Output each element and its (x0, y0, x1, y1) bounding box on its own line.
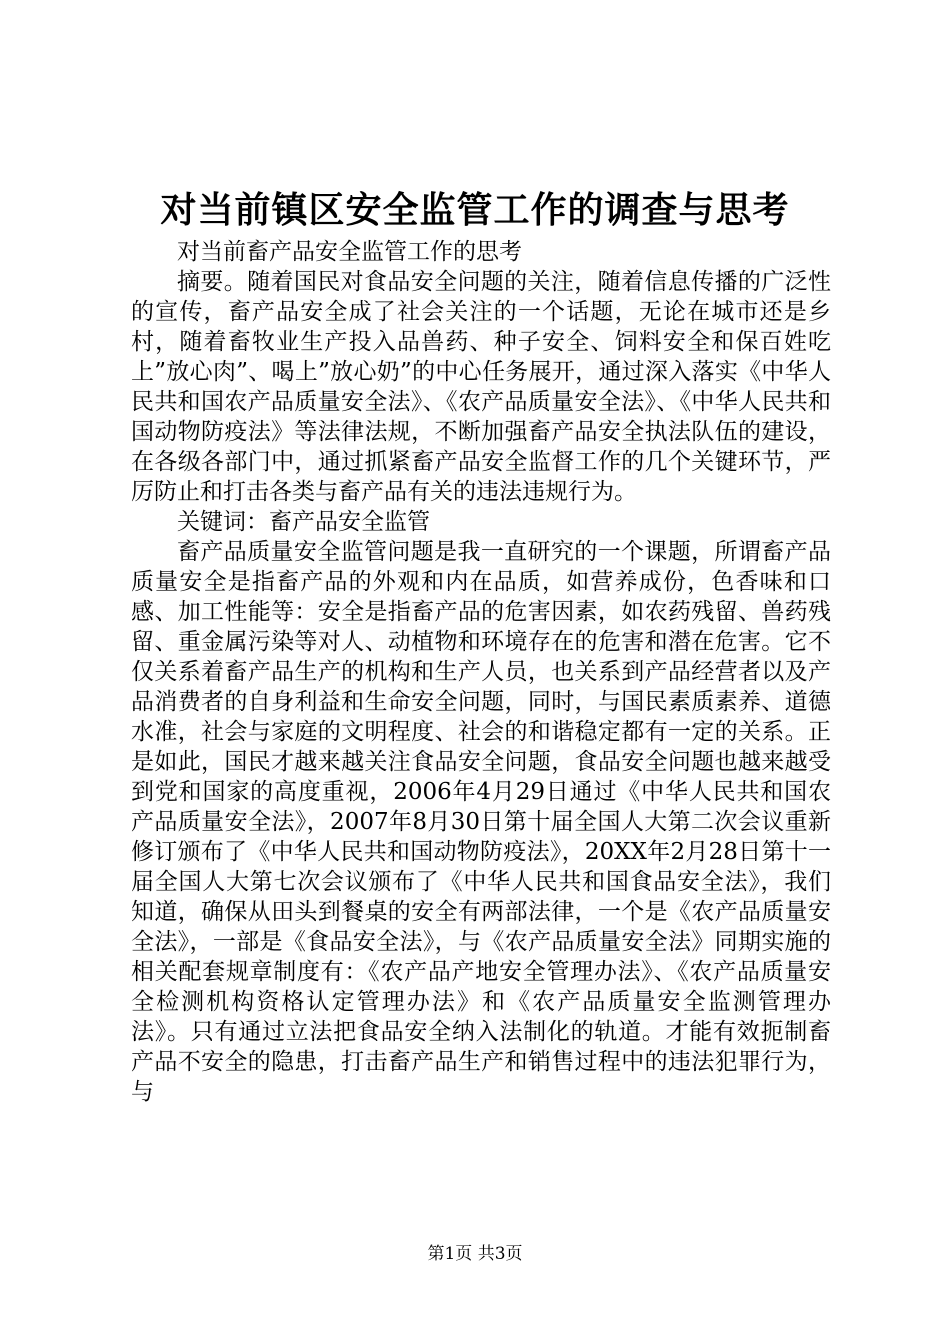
body-paragraph: 畜产品质量安全监管问题是我一直研究的一个课题，所谓畜产品质量安全是指畜产品的外观和内在品质，如营养成份，色香味和口感、加工性能等：安全是指畜产品的危害因素，如农药残留、兽药残留、重金属污染等对人、动植物和环境存在的危害和潜在危害。它不仅关系着畜产品生产的机构和生产人员，也关系到产品经营者以及产品消费者的自身利益和生命安全问题，同时，与国民素质素养、道德水准，社会与家庭的文明程度、社会的和谐稳定都有一定的关系。正是如此，国民才越来越关注食品安全问题，食品安全问题也越来越受到党和国家的高度重视，2006年4月29日通过《中华人民共和国农产品质量安全法》，2007年8月30日第十届全国人大第二次会议重新修订颁布了《中华人民共和国动物防疫法》，20XX年2月28日第十一届全国人大第七次会议颁布了《中华人民共和国食品安全法》，我们知道，确保从田头到餐桌的安全有两部法律，一个是《农产品质量安全法》，一部是《食品安全法》，与《农产品质量安全法》同期实施的相关配套规章制度有：《农产品产地安全管理办法》、《农产品质量安全检测机构资格认定管理办法》和《农产品质量安全监测管理办法》。只有通过立法把食品安全纳入法制化的轨道。才能有效扼制畜产品不安全的隐患，打击畜产品生产和销售过程中的违法犯罪行为，与 (131, 539, 831, 1105)
document-title: 对当前镇区安全监管工作的调查与思考 (160, 189, 790, 231)
abstract-paragraph: 摘要。随着国民对食品安全问题的关注，随着信息传播的广泛性的宣传，畜产品安全成了社会关注的一个话题，无论在城市还是乡村，随着畜牧业生产投入品兽药、种子安全、饲料安全和保百姓吃上”放心肉”、喝上”放心奶”的中心任务展开，通过深入落实《中华人民共和国农产品质量安全法》、《农产品质量安全法》、《中华人民共和国动物防疫法》等法律法规，不断加强畜产品安全执法队伍的建设，在各级各部门中，通过抓紧畜产品安全监督工作的几个关键环节，严厉防止和打击各类与畜产品有关的违法违规行为。 (131, 269, 831, 505)
document-body (131, 237, 831, 1107)
subtitle-paragraph: 对当前畜产品安全监管工作的思考 (177, 239, 522, 265)
keywords-paragraph: 关键词：畜产品安全监管 (177, 509, 430, 535)
page-footer: 第1页 共3页 (427, 1244, 523, 1264)
